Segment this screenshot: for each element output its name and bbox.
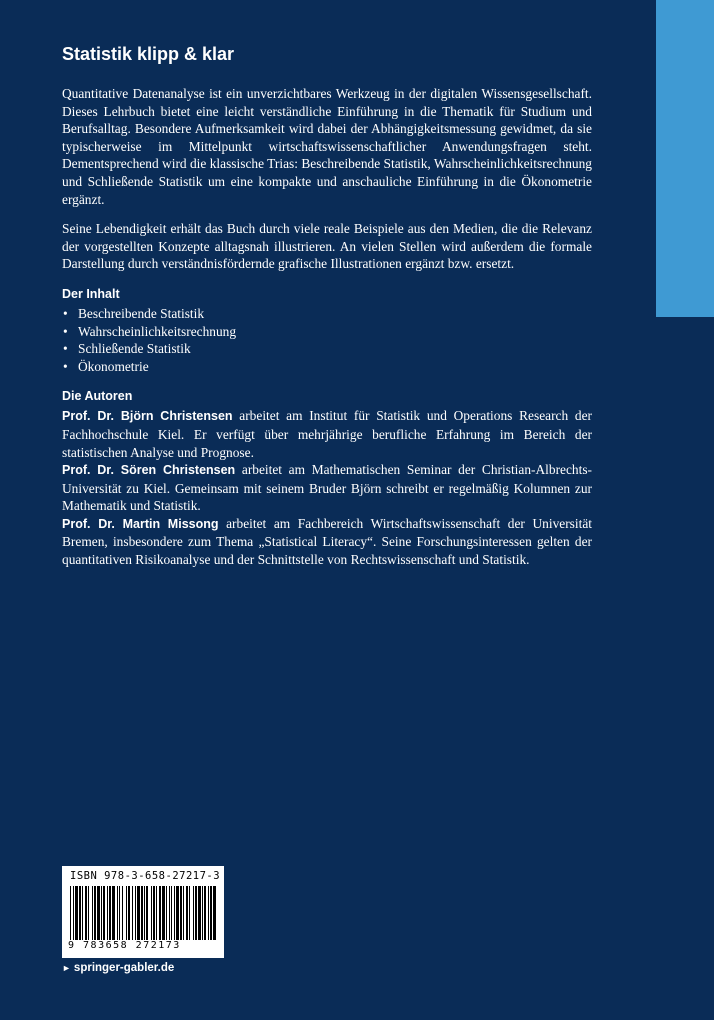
description-paragraph-2: Seine Lebendigkeit erhält das Buch durch viele reale Beispiele aus den Medien, die die Relevanz der vorgestellten Konzepte alltagsnah illustrieren. An vielen Stellen wird außerdem die formale Darstellung durch verständnisfördernde grafische Illustrationen ergänzt bzw. ersetzt. xyxy=(62,221,592,272)
description-paragraph-1: Quantitative Datenanalyse ist ein unverzichtbares Werkzeug in der digitalen Wissensgesellschaft. Dieses Lehrbuch bietet eine leicht verständliche Einführung in die Thematik für Studium und Berufsalltag. Besondere Aufmerksamkeit wird dabei der Abhängigkeitsmessung gewidmet, da sie typischerweise im Mittelpunkt wirtschaftswissenschaftlicher Anwendungsfragen steht. Dementsprechend wird die klassische Trias: Beschreibende Statistik, Wahrscheinlichkeitsrechnung und Schließende Statistik um eine kompakte und anschauliche Einführung in die Ökonometrie ergänzt. xyxy=(62,86,592,207)
barcode-bar xyxy=(213,886,216,940)
bullet-icon: • xyxy=(63,358,68,374)
barcode-bar xyxy=(132,886,133,940)
barcode-bar xyxy=(73,886,74,940)
barcode-bar xyxy=(97,886,100,940)
barcode-bar xyxy=(146,886,148,940)
accent-bar xyxy=(656,0,714,317)
barcode-bar xyxy=(151,886,152,940)
ean-digits: 9 783658 272173 xyxy=(68,940,181,951)
barcode-bars xyxy=(68,886,218,940)
author-name: Prof. Dr. Martin Missong xyxy=(62,516,219,531)
author-bio xyxy=(62,407,592,461)
isbn-number: ISBN 978-3-658-27217-3 xyxy=(70,870,221,882)
arrow-right-icon: ► xyxy=(62,963,71,973)
bullet-icon: • xyxy=(63,341,68,357)
barcode-bar xyxy=(208,886,209,940)
barcode-bar xyxy=(174,886,175,940)
bullet-icon: • xyxy=(63,305,68,321)
barcode-bar xyxy=(202,886,203,940)
barcode-bar xyxy=(166,886,167,940)
bullet-icon: • xyxy=(63,323,68,339)
barcode-bar xyxy=(107,886,108,940)
barcode-bar xyxy=(153,886,155,940)
barcode-bar xyxy=(109,886,111,940)
barcode-bar xyxy=(137,886,140,940)
barcode-bar xyxy=(128,886,130,940)
barcode-bar xyxy=(210,886,212,940)
barcode-bar xyxy=(186,886,188,940)
barcode-bar xyxy=(122,886,123,940)
barcode-bar xyxy=(88,886,89,940)
barcode-bar xyxy=(169,886,170,940)
barcode-bar xyxy=(204,886,206,940)
barcode-bar xyxy=(176,886,179,940)
barcode-bar xyxy=(141,886,143,940)
list-item: • Ökonometrie xyxy=(63,358,149,374)
isbn-barcode xyxy=(62,866,224,958)
author-bio xyxy=(62,515,592,569)
barcode-bar xyxy=(159,886,161,940)
barcode-bar xyxy=(79,886,81,940)
author-text: arbeitet am Mathematischen Seminar der Christian-Albrechts-Universität zu Kiel. Gemeinsam mit seinem Bruder Björn schreibt er regelmäßig Kolumnen zur Mathematik und Statistik. xyxy=(62,462,593,514)
barcode-bar xyxy=(171,886,172,940)
barcode-bar xyxy=(103,886,105,940)
barcode-bar xyxy=(119,886,120,940)
barcode-bar xyxy=(189,886,190,940)
barcode-bar xyxy=(126,886,127,940)
author-name: Prof. Dr. Sören Christensen xyxy=(62,463,236,478)
barcode-bar xyxy=(94,886,96,940)
barcode-bar xyxy=(144,886,145,940)
barcode-bar xyxy=(195,886,197,940)
list-item: • Schließende Statistik xyxy=(63,341,191,357)
barcode-bar xyxy=(112,886,115,940)
book-title: Statistik klipp & klar xyxy=(62,44,235,64)
barcode-bar xyxy=(75,886,78,940)
author-text: arbeitet am Fachbereich Wirtschaftswissenschaft der Universität Bremen, insbesondere zum Thema „Statistical Literacy“. Seine Forschungsinteressen gelten der quantitativen Risikoanalyse und der Schnittstelle von Rechtswissenschaft und Statistik. xyxy=(62,515,592,568)
author-text: arbeitet am Institut für Statistik und Operations Research der Fachhochschule Kiel. Er verfügt über mehrjährige berufliche Erfahrung im Bereich der statistischen Analyse und Prognose. xyxy=(62,408,592,460)
barcode-bar xyxy=(70,886,71,940)
barcode-bar xyxy=(198,886,201,940)
publisher-url-text: springer-gabler.de xyxy=(73,962,175,974)
barcode-bar xyxy=(193,886,194,940)
list-item: • Wahrscheinlichkeitsrechnung xyxy=(63,323,237,339)
author-name: Prof. Dr. Björn Christensen xyxy=(62,409,233,424)
publisher-link[interactable] xyxy=(62,962,174,974)
barcode-bar xyxy=(183,886,184,940)
barcode-bar xyxy=(156,886,157,940)
author-bio xyxy=(62,461,592,515)
barcode-bar xyxy=(92,886,93,940)
back-cover-content xyxy=(62,44,592,569)
list-item: • Beschreibende Statistik xyxy=(63,305,205,321)
barcode-bar xyxy=(117,886,118,940)
authors-heading: Die Autoren xyxy=(62,389,133,404)
barcode-bar xyxy=(162,886,165,940)
barcode-bar xyxy=(135,886,136,940)
contents-heading: Der Inhalt xyxy=(62,286,120,301)
barcode-bar xyxy=(85,886,87,940)
contents-list xyxy=(62,305,592,375)
barcode-bar xyxy=(101,886,102,940)
barcode-bar xyxy=(180,886,182,940)
barcode-bar xyxy=(82,886,83,940)
